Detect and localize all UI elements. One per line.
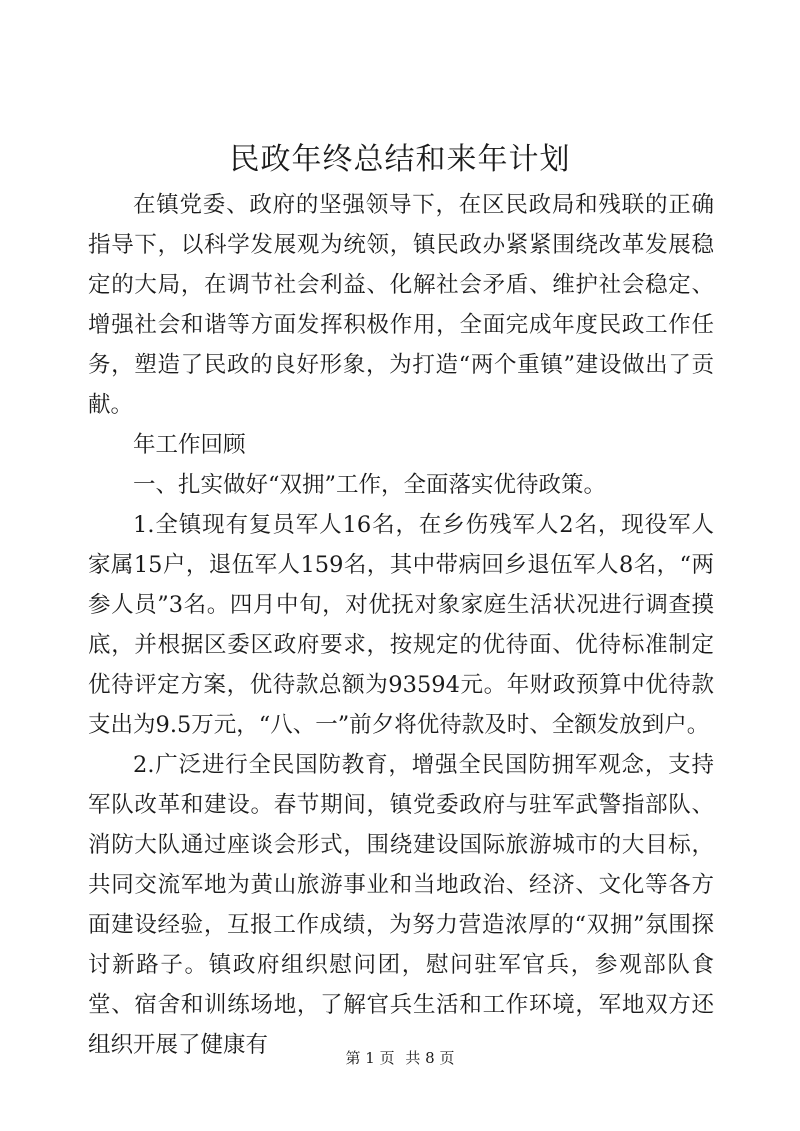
paragraph-section-heading: 年工作回顾 [133, 432, 246, 458]
document-title: 民政年终总结和来年计划 [229, 142, 571, 177]
page-total: 共 8 页 [405, 1049, 455, 1067]
paragraph-intro: 在镇党委、政府的坚强领导下，在区民政局和残联的正确指导下，以科学发展观为统领，镇民政办紧紧围绕改革发展稳定的大局，在调节社会利益、化解社会矛盾、维护社会稳定、增强社会和谐等方面发挥积极作用，全面完成年度民政工作任务，塑造了民政的良好形象，为打造“两个重镇”建设做出了贡献。 [88, 192, 714, 418]
paragraph-heading-one: 一、扎实做好“双拥”工作，全面落实优待政策。 [133, 472, 607, 498]
document-body [88, 185, 714, 1065]
paragraph-item-2: 2.广泛进行全民国防教育，增强全民国防拥军观念，支持军队改革和建设。春节期间，镇党委政府与驻军武警指部队、消防大队通过座谈会形式，围绕建设国际旅游城市的大目标，共同交流军地为黄山旅游事业和当地政治、经济、文化等各方面建设经验，互报工作成绩，为努力营造浓厚的“双拥”氛围探讨新路子。镇政府组织慰问团，慰问驻军官兵，参观部队食堂、宿舍和训练场地，了解官兵生活和工作环境，军地双方还组织开展了健康有 [88, 752, 714, 1058]
page-footer [0, 1048, 800, 1068]
page-number: 第 1 页 [345, 1049, 395, 1067]
paragraph-item-1: 1.全镇现有复员军人16名，在乡伤残军人2名，现役军人家属15户，退伍军人159名，其中带病回乡退伍军人8名，“两参人员”3名。四月中旬，对优抚对象家庭生活状况进行调查摸底，并根据区委区政府要求，按规定的优待面、优待标准制定优待评定方案，优待款总额为93594元。年财政预算中优待款支出为9.5万元，“八、一”前夕将优待款及时、全额发放到户。 [88, 512, 714, 738]
